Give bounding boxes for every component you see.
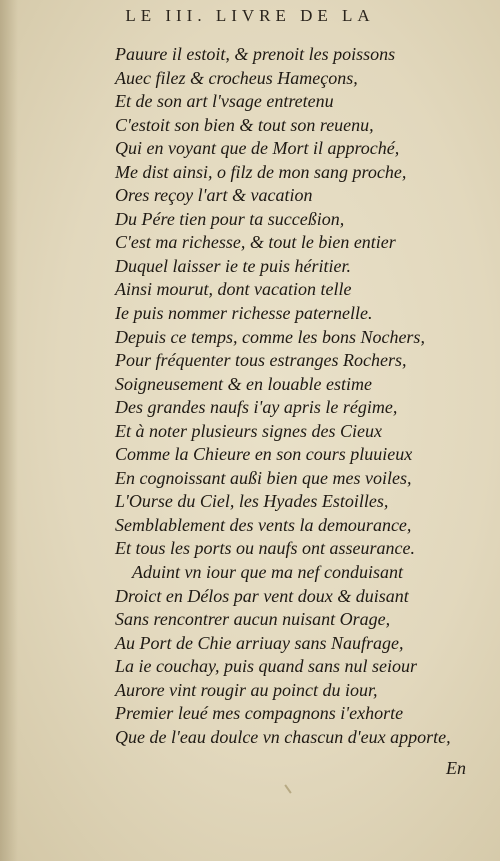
verse-line: Pour fréquenter tous estranges Rochers, <box>115 350 407 371</box>
verse-line: Duquel laisser ie te puis héritier. <box>115 255 351 276</box>
verse-line: En cognoissant außi bien que mes voiles, <box>115 467 412 488</box>
verse-line: Et tous les ports ou naufs ont asseurance. <box>115 538 415 559</box>
verse-line: Droict en Délos par vent doux & duisant <box>115 585 409 606</box>
catchword: En <box>446 758 466 778</box>
verse-line: Depuis ce temps, comme les bons Nochers, <box>115 326 425 347</box>
running-header: LE III. LIVRE DE LA <box>125 6 375 25</box>
verse-line: Soigneusement & en louable estime <box>115 373 372 394</box>
verse-line: Semblablement des vents la demourance, <box>115 514 412 535</box>
verse-line: Et à noter plusieurs signes des Cieux <box>115 420 382 441</box>
verse-line: Du Pére tien pour ta succeßion, <box>115 208 345 229</box>
verse-line: C'est ma richesse, & tout le bien entier <box>115 232 396 253</box>
verse-line: Qui en voyant que de Mort il approché, <box>115 138 400 159</box>
verse-line-indented: Aduint vn iour que ma nef conduisant <box>132 562 403 583</box>
verse-line: Me dist ainsi, o filz de mon sang proche, <box>115 161 407 182</box>
verse-line: Que de l'eau doulce vn chascun d'eux apporte, <box>115 726 451 747</box>
verse-line: Au Port de Chie arriuay sans Naufrage, <box>115 632 404 653</box>
verse-line: Aurore vint rougir au poinct du iour, <box>115 679 378 700</box>
verse-line: Ores reçoy l'art & vacation <box>115 185 313 206</box>
verse-line: Des grandes naufs i'ay apris le régime, <box>115 397 398 418</box>
verse-line: Auec filez & crocheus Hameçons, <box>115 67 358 88</box>
verse-line: Premier leué mes compagnons i'exhorte <box>115 703 404 724</box>
verse-line: Ie puis nommer richesse paternelle. <box>115 303 373 324</box>
verse-list <box>0 43 500 749</box>
verse-line: Comme la Chieure en son cours pluuieux <box>115 444 413 465</box>
verse-line: Pauure il estoit, & prenoit les poissons <box>115 44 396 64</box>
verse-line: C'estoit son bien & tout son reuenu, <box>115 114 374 135</box>
verse-line: La ie couchay, puis quand sans nul seiour <box>115 656 417 677</box>
verse-line: Et de son art l'vsage entretenu <box>115 91 334 112</box>
ink-mark <box>284 784 291 793</box>
verse-line: Ainsi mourut, dont vacation telle <box>115 279 352 300</box>
verse-line: Sans rencontrer aucun nuisant Orage, <box>115 609 391 630</box>
verse-line: L'Ourse du Ciel, les Hyades Estoilles, <box>115 491 389 512</box>
